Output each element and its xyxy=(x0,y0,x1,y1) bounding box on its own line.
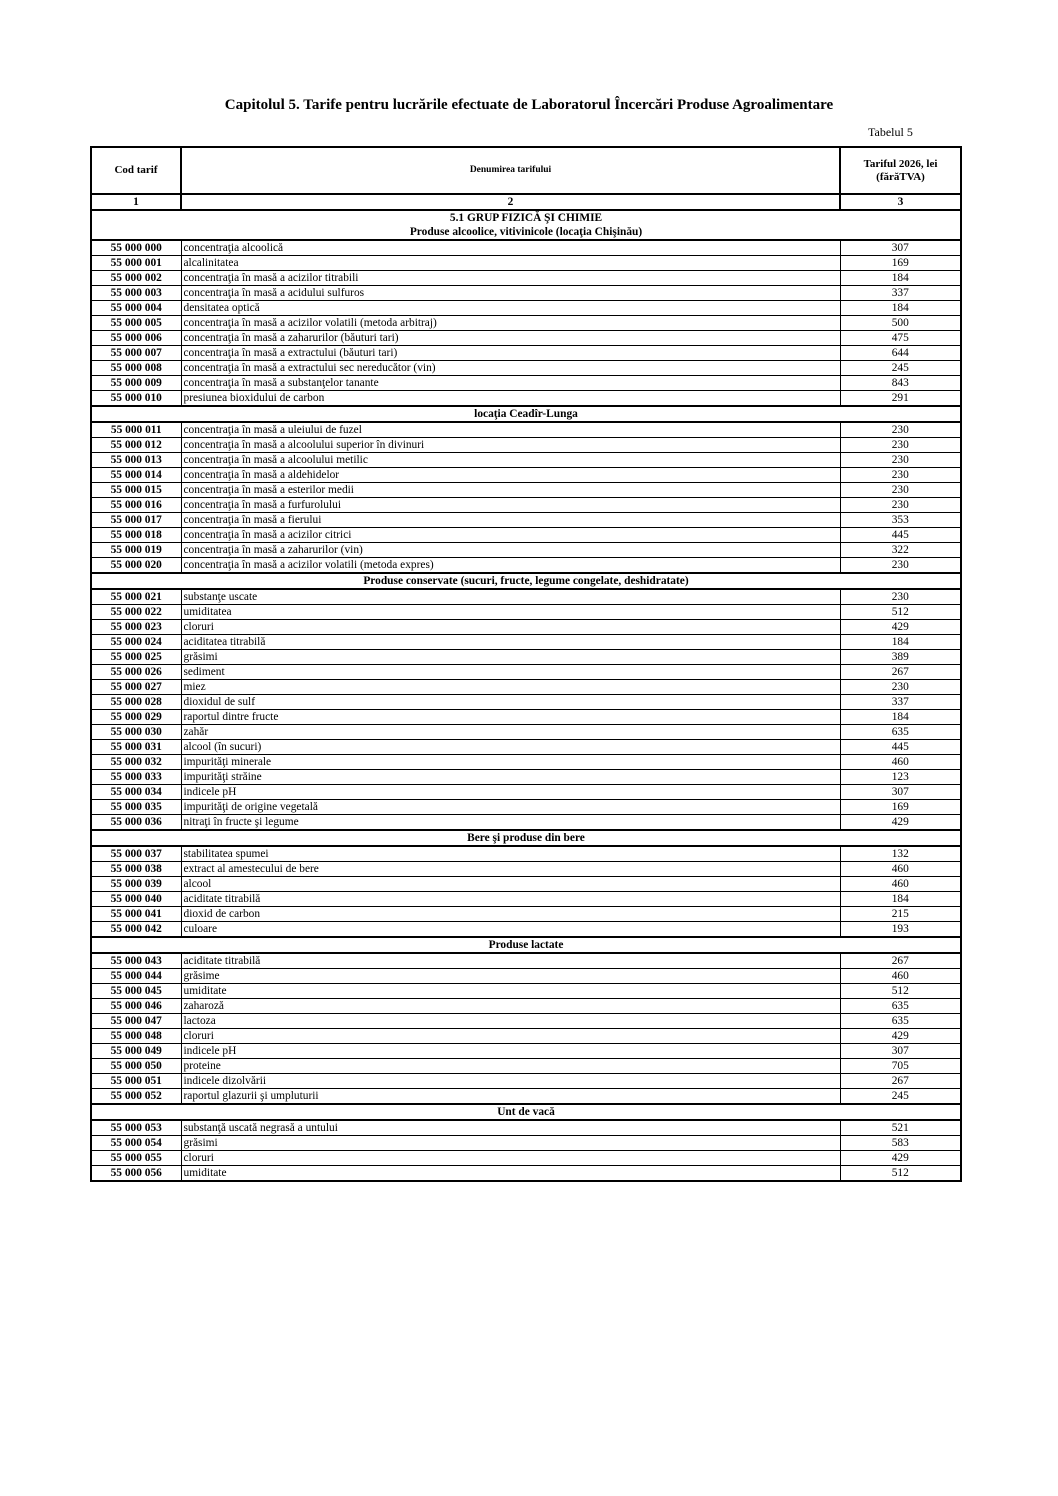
tariff-code: 55 000 022 xyxy=(91,605,181,620)
tariff-name: densitatea optică xyxy=(181,301,840,316)
tariff-name: aciditate titrabilă xyxy=(181,892,840,907)
tariff-name: aciditatea titrabilă xyxy=(181,635,840,650)
tariff-price: 193 xyxy=(840,922,961,938)
tariff-code: 55 000 034 xyxy=(91,785,181,800)
tariff-price: 512 xyxy=(840,605,961,620)
tariff-price: 230 xyxy=(840,483,961,498)
table-row xyxy=(91,846,961,862)
group-title: Bere şi produse din bere xyxy=(91,830,961,846)
tariff-code: 55 000 024 xyxy=(91,635,181,650)
tariff-code: 55 000 046 xyxy=(91,999,181,1014)
tariff-name: impurităţi străine xyxy=(181,770,840,785)
table-row xyxy=(91,240,961,256)
tariff-price: 267 xyxy=(840,665,961,680)
tariff-price: 245 xyxy=(840,361,961,376)
tariff-code: 55 000 041 xyxy=(91,907,181,922)
tariff-price: 635 xyxy=(840,999,961,1014)
tariff-price: 184 xyxy=(840,271,961,286)
tariff-name: concentraţia în masă a acizilor volatili (metoda expres) xyxy=(181,558,840,574)
table-row xyxy=(91,650,961,665)
tariff-name: concentraţia în masă a furfurolului xyxy=(181,498,840,513)
tariff-code: 55 000 036 xyxy=(91,815,181,831)
tariff-code: 55 000 042 xyxy=(91,922,181,938)
tariff-name: indicele dizolvării xyxy=(181,1074,840,1089)
table-row xyxy=(91,800,961,815)
header-price: Tariful 2026, lei (fărăTVA) xyxy=(840,147,961,194)
section-title: 5.1 GRUP FIZICĂ ŞI CHIMIE xyxy=(91,210,961,225)
tariff-name: substanţe uscate xyxy=(181,589,840,605)
tariff-name: concentraţia în masă a uleiului de fuzel xyxy=(181,422,840,438)
group-title-row xyxy=(91,406,961,422)
tariff-price: 307 xyxy=(840,785,961,800)
tariff-code: 55 000 052 xyxy=(91,1089,181,1105)
tariff-price: 583 xyxy=(840,1136,961,1151)
column-number-row xyxy=(91,194,961,210)
table-row xyxy=(91,755,961,770)
tariff-price: 843 xyxy=(840,376,961,391)
tariff-price: 429 xyxy=(840,620,961,635)
tariff-code: 55 000 043 xyxy=(91,953,181,969)
tariff-name: alcalinitatea xyxy=(181,256,840,271)
table-row xyxy=(91,1059,961,1074)
tariff-name: concentraţia alcoolică xyxy=(181,240,840,256)
table-row xyxy=(91,635,961,650)
tariff-price: 230 xyxy=(840,422,961,438)
tariff-name: culoare xyxy=(181,922,840,938)
table-row xyxy=(91,301,961,316)
tariff-name: concentraţia în masă a esterilor medii xyxy=(181,483,840,498)
tariff-price: 521 xyxy=(840,1120,961,1136)
tariff-code: 55 000 040 xyxy=(91,892,181,907)
tariff-table-body xyxy=(91,147,961,1181)
tariff-code: 55 000 031 xyxy=(91,740,181,755)
tariff-code: 55 000 030 xyxy=(91,725,181,740)
table-row xyxy=(91,513,961,528)
tariff-code: 55 000 054 xyxy=(91,1136,181,1151)
tariff-price: 445 xyxy=(840,740,961,755)
tariff-name: umiditate xyxy=(181,984,840,999)
tariff-price: 429 xyxy=(840,815,961,831)
tariff-name: cloruri xyxy=(181,1029,840,1044)
tariff-code: 55 000 006 xyxy=(91,331,181,346)
tariff-name: concentraţia în masă a acizilor citrici xyxy=(181,528,840,543)
tariff-code: 55 000 037 xyxy=(91,846,181,862)
tariff-name: concentraţia în masă a substanţelor tanante xyxy=(181,376,840,391)
tariff-code: 55 000 023 xyxy=(91,620,181,635)
tariff-code: 55 000 038 xyxy=(91,862,181,877)
tariff-price: 635 xyxy=(840,1014,961,1029)
tariff-name: concentraţia în masă a acizilor volatili (metoda arbitraj) xyxy=(181,316,840,331)
tariff-price: 460 xyxy=(840,969,961,984)
group-title: Produse lactate xyxy=(91,937,961,953)
tariff-code: 55 000 053 xyxy=(91,1120,181,1136)
table-row xyxy=(91,498,961,513)
tariff-code: 55 000 039 xyxy=(91,877,181,892)
tariff-name: concentraţia în masă a fierului xyxy=(181,513,840,528)
tariff-name: impurităţi de origine vegetală xyxy=(181,800,840,815)
tariff-price: 429 xyxy=(840,1029,961,1044)
table-row xyxy=(91,1166,961,1182)
tariff-name: presiunea bioxidului de carbon xyxy=(181,391,840,407)
table-row xyxy=(91,331,961,346)
table-row xyxy=(91,391,961,407)
table-row xyxy=(91,1089,961,1105)
tariff-name: dioxidul de sulf xyxy=(181,695,840,710)
tariff-name: concentraţia în masă a extractului sec nereducător (vin) xyxy=(181,361,840,376)
table-row xyxy=(91,453,961,468)
table-row xyxy=(91,316,961,331)
tariff-code: 55 000 011 xyxy=(91,422,181,438)
tariff-code: 55 000 032 xyxy=(91,755,181,770)
group-title-row xyxy=(91,573,961,589)
tariff-price: 353 xyxy=(840,513,961,528)
tariff-price: 512 xyxy=(840,984,961,999)
table-row xyxy=(91,376,961,391)
table-row xyxy=(91,665,961,680)
tariff-price: 460 xyxy=(840,877,961,892)
group-title-row xyxy=(91,1104,961,1120)
table-row xyxy=(91,1136,961,1151)
table-row xyxy=(91,543,961,558)
table-row xyxy=(91,695,961,710)
tariff-name: raportul dintre fructe xyxy=(181,710,840,725)
table-row xyxy=(91,785,961,800)
table-row xyxy=(91,1044,961,1059)
tariff-price: 705 xyxy=(840,1059,961,1074)
tariff-name: dioxid de carbon xyxy=(181,907,840,922)
tariff-code: 55 000 016 xyxy=(91,498,181,513)
tariff-price: 644 xyxy=(840,346,961,361)
tariff-name: alcool (în sucuri) xyxy=(181,740,840,755)
tariff-code: 55 000 021 xyxy=(91,589,181,605)
table-row xyxy=(91,558,961,574)
tariff-name: aciditate titrabilă xyxy=(181,953,840,969)
tariff-price: 500 xyxy=(840,316,961,331)
tariff-name: raportul glazurii şi umpluturii xyxy=(181,1089,840,1105)
table-row xyxy=(91,589,961,605)
group-title-row xyxy=(91,830,961,846)
tariff-code: 55 000 014 xyxy=(91,468,181,483)
table-row xyxy=(91,605,961,620)
tariff-code: 55 000 008 xyxy=(91,361,181,376)
tariff-code: 55 000 027 xyxy=(91,680,181,695)
section-title-row xyxy=(91,210,961,225)
tariff-code: 55 000 001 xyxy=(91,256,181,271)
page-title: Capitolul 5. Tarife pentru lucrările efectuate de Laboratorul Încercări Produse Agroalimentare xyxy=(224,97,834,113)
tariff-price: 184 xyxy=(840,635,961,650)
tariff-code: 55 000 018 xyxy=(91,528,181,543)
table-row xyxy=(91,999,961,1014)
tariff-price: 307 xyxy=(840,1044,961,1059)
table-row xyxy=(91,256,961,271)
table-row xyxy=(91,1029,961,1044)
tariff-code: 55 000 017 xyxy=(91,513,181,528)
tariff-name: impurităţi minerale xyxy=(181,755,840,770)
column-number: 1 xyxy=(91,194,181,210)
tariff-code: 55 000 020 xyxy=(91,558,181,574)
table-header-row xyxy=(91,147,961,194)
tariff-code: 55 000 047 xyxy=(91,1014,181,1029)
table-row xyxy=(91,1120,961,1136)
tariff-code: 55 000 051 xyxy=(91,1074,181,1089)
tariff-code: 55 000 005 xyxy=(91,316,181,331)
tariff-code: 55 000 028 xyxy=(91,695,181,710)
group-title: Produse alcoolice, vitivinicole (locaţia Chişinău) xyxy=(91,225,961,240)
tariff-price: 230 xyxy=(840,558,961,574)
tariff-name: nitraţi în fructe şi legume xyxy=(181,815,840,831)
table-number-label: Tabelul 5 xyxy=(868,125,913,139)
tariff-price: 512 xyxy=(840,1166,961,1182)
tariff-name: grăsimi xyxy=(181,650,840,665)
table-row xyxy=(91,680,961,695)
tariff-name: umiditatea xyxy=(181,605,840,620)
tariff-code: 55 000 025 xyxy=(91,650,181,665)
tariff-price: 132 xyxy=(840,846,961,862)
header-name: Denumirea tarifului xyxy=(181,147,840,194)
table-row xyxy=(91,877,961,892)
table-row xyxy=(91,422,961,438)
tariff-name: concentraţia în masă a acidului sulfuros xyxy=(181,286,840,301)
group-title: Unt de vacă xyxy=(91,1104,961,1120)
tariff-code: 55 000 044 xyxy=(91,969,181,984)
table-row xyxy=(91,483,961,498)
tariff-code: 55 000 049 xyxy=(91,1044,181,1059)
tariff-price: 322 xyxy=(840,543,961,558)
group-title: Produse conservate (sucuri, fructe, legume congelate, deshidratate) xyxy=(91,573,961,589)
table-row xyxy=(91,710,961,725)
tariff-code: 55 000 002 xyxy=(91,271,181,286)
tariff-code: 55 000 012 xyxy=(91,438,181,453)
tariff-price: 230 xyxy=(840,589,961,605)
tariff-code: 55 000 000 xyxy=(91,240,181,256)
tariff-price: 123 xyxy=(840,770,961,785)
tariff-name: concentraţia în masă a alcoolului metilic xyxy=(181,453,840,468)
tariff-price: 307 xyxy=(840,240,961,256)
tariff-price: 460 xyxy=(840,755,961,770)
tariff-price: 245 xyxy=(840,1089,961,1105)
tariff-name: concentraţia în masă a zaharurilor (vin) xyxy=(181,543,840,558)
tariff-price: 389 xyxy=(840,650,961,665)
tariff-name: concentraţia în masă a zaharurilor (băuturi tari) xyxy=(181,331,840,346)
table-row xyxy=(91,438,961,453)
tariff-code: 55 000 055 xyxy=(91,1151,181,1166)
tariff-name: concentraţia în masă a acizilor titrabili xyxy=(181,271,840,286)
header-code: Cod tarif xyxy=(91,147,181,194)
table-row xyxy=(91,361,961,376)
tariff-code: 55 000 003 xyxy=(91,286,181,301)
tariff-code: 55 000 010 xyxy=(91,391,181,407)
group-title-row xyxy=(91,937,961,953)
tariff-code: 55 000 033 xyxy=(91,770,181,785)
table-row xyxy=(91,528,961,543)
table-row xyxy=(91,271,961,286)
tariff-name: concentraţia în masă a extractului (băuturi tari) xyxy=(181,346,840,361)
tariff-price: 230 xyxy=(840,680,961,695)
table-row xyxy=(91,815,961,831)
tariff-price: 169 xyxy=(840,800,961,815)
tariff-code: 55 000 013 xyxy=(91,453,181,468)
tariff-price: 267 xyxy=(840,953,961,969)
tariff-name: cloruri xyxy=(181,1151,840,1166)
tariff-price: 230 xyxy=(840,468,961,483)
tariff-name: indicele pH xyxy=(181,785,840,800)
tariff-price: 337 xyxy=(840,286,961,301)
tariff-name: miez xyxy=(181,680,840,695)
table-row xyxy=(91,740,961,755)
tariff-name: umiditate xyxy=(181,1166,840,1182)
tariff-price: 230 xyxy=(840,453,961,468)
tariff-table xyxy=(90,146,962,1182)
column-number: 2 xyxy=(181,194,840,210)
tariff-code: 55 000 035 xyxy=(91,800,181,815)
table-row xyxy=(91,286,961,301)
group-title: locaţia Ceadîr-Lunga xyxy=(91,406,961,422)
tariff-name: sediment xyxy=(181,665,840,680)
tariff-price: 230 xyxy=(840,438,961,453)
tariff-code: 55 000 019 xyxy=(91,543,181,558)
table-row xyxy=(91,468,961,483)
tariff-name: concentraţia în masă a alcoolului superior în divinuri xyxy=(181,438,840,453)
table-row xyxy=(91,907,961,922)
tariff-name: proteine xyxy=(181,1059,840,1074)
tariff-name: alcool xyxy=(181,877,840,892)
tariff-code: 55 000 009 xyxy=(91,376,181,391)
tariff-name: substanţă uscată negrasă a untului xyxy=(181,1120,840,1136)
table-row xyxy=(91,770,961,785)
group-title-row xyxy=(91,225,961,240)
tariff-price: 291 xyxy=(840,391,961,407)
tariff-code: 55 000 029 xyxy=(91,710,181,725)
tariff-name: indicele pH xyxy=(181,1044,840,1059)
tariff-price: 445 xyxy=(840,528,961,543)
table-row xyxy=(91,620,961,635)
tariff-name: stabilitatea spumei xyxy=(181,846,840,862)
tariff-price: 215 xyxy=(840,907,961,922)
tariff-code: 55 000 056 xyxy=(91,1166,181,1182)
table-row xyxy=(91,969,961,984)
tariff-price: 337 xyxy=(840,695,961,710)
tariff-name: grăsimi xyxy=(181,1136,840,1151)
tariff-code: 55 000 045 xyxy=(91,984,181,999)
tariff-price: 169 xyxy=(840,256,961,271)
tariff-code: 55 000 007 xyxy=(91,346,181,361)
table-row xyxy=(91,1014,961,1029)
table-row xyxy=(91,892,961,907)
tariff-code: 55 000 015 xyxy=(91,483,181,498)
table-row xyxy=(91,922,961,938)
tariff-price: 635 xyxy=(840,725,961,740)
tariff-code: 55 000 048 xyxy=(91,1029,181,1044)
tariff-code: 55 000 004 xyxy=(91,301,181,316)
table-row xyxy=(91,346,961,361)
table-row xyxy=(91,1074,961,1089)
tariff-name: lactoza xyxy=(181,1014,840,1029)
tariff-price: 267 xyxy=(840,1074,961,1089)
tariff-name: extract al amestecului de bere xyxy=(181,862,840,877)
column-number: 3 xyxy=(840,194,961,210)
tariff-code: 55 000 050 xyxy=(91,1059,181,1074)
tariff-price: 184 xyxy=(840,710,961,725)
tariff-name: cloruri xyxy=(181,620,840,635)
tariff-price: 184 xyxy=(840,892,961,907)
tariff-name: zaharoză xyxy=(181,999,840,1014)
tariff-price: 184 xyxy=(840,301,961,316)
table-row xyxy=(91,984,961,999)
tariff-name: zahăr xyxy=(181,725,840,740)
table-row xyxy=(91,862,961,877)
tariff-name: concentraţia în masă a aldehidelor xyxy=(181,468,840,483)
tariff-price: 429 xyxy=(840,1151,961,1166)
table-row xyxy=(91,1151,961,1166)
tariff-name: grăsime xyxy=(181,969,840,984)
tariff-price: 475 xyxy=(840,331,961,346)
tariff-price: 460 xyxy=(840,862,961,877)
tariff-code: 55 000 026 xyxy=(91,665,181,680)
tariff-price: 230 xyxy=(840,498,961,513)
table-row xyxy=(91,725,961,740)
table-row xyxy=(91,953,961,969)
